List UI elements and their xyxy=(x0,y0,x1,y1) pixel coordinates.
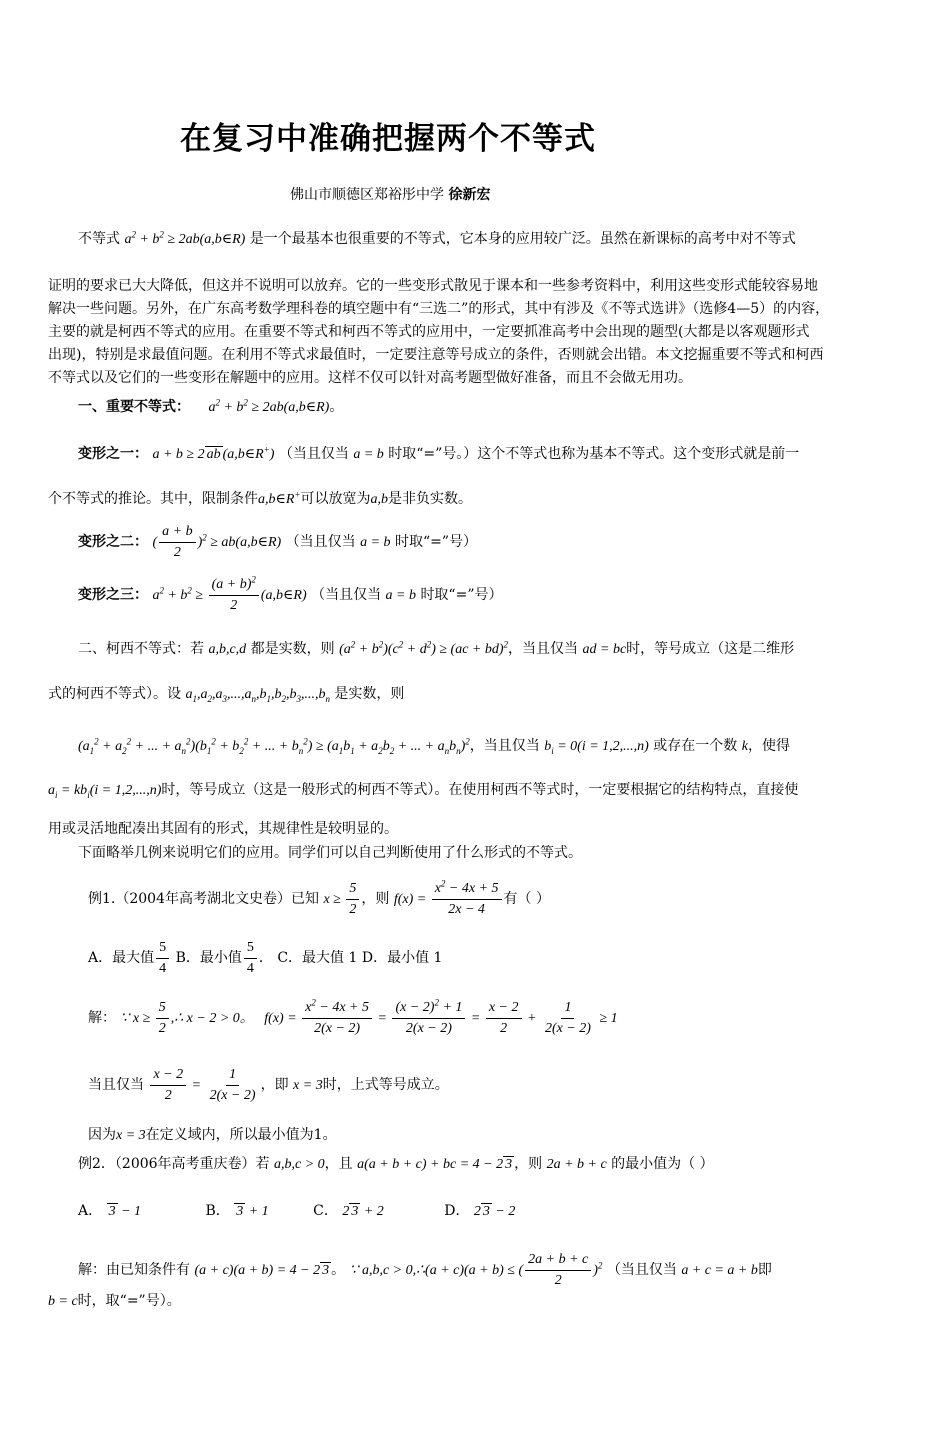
cauchy-line-2: 式的柯西不等式）。设 $a_1,a_2,a_3,...,a_n,b_1,b_2,b_3,...,b_n$ 是实数，则 xyxy=(48,686,405,704)
intro-line-4: 主要的就是柯西不等式的应用。在重要不等式和柯西不等式的应用中，一定要抓准高考中会出现的题型(大都是以客观题形式 xyxy=(48,324,810,340)
author-school: 佛山市顺德区郑裕彤中学 xyxy=(290,187,444,203)
formula-important-inequality: $a^2 + b^2$ ≥ 2ab(a,b∈R) xyxy=(208,397,330,415)
variant-1-line-2: 个不等式的推论。其中，限制条件a,b∈R+可以放宽为a,b是非负实数。 xyxy=(48,489,472,507)
intro-line-3: 解决一些问题。另外，在广东高考数学理科卷的填空题中有“三选二”的形式，其中有涉及《不等式选讲》（选修4—5）的内容， xyxy=(48,301,830,317)
formula-example-1-solution: ∵ x ≥ $\frac{5}{2}$ ,∴ x − 2 > 0。 f(x) = $\frac{x^2 - 4x + 5}{2(x - 2)}$ = $\frac{(x - 2)^2 + 1}{2(x - 2)}$ = $\frac{x - 2}{2}$ + $\frac{1}{2(x - 2)}$ ≥ 1 xyxy=(120,997,618,1037)
formula-cauchy-general: ($a_1^2 + a_2^2$ + ... + $a_n^2)(b_1^2 + b_2^2$ + ... + $b_n^2) \ge (a_1b_1 + a_2b_2$ + ... + $a_nb_n)^2$ xyxy=(78,736,470,756)
cauchy-line-5: 用或灵活地配凑出其固有的形式，其规律性是较明显的。 xyxy=(48,821,398,837)
example-2-statement: 例2．（2006年高考重庆卷）若 a,b,c > 0，且 a(a + b + c) + bc = 4 − 2 3 ，则 2a + b + c 的最小值为（ ） xyxy=(78,1156,714,1172)
cauchy-line-4: $a_i = kb_i(i = 1,2,...,n)$时，等号成立（这是一般形式的柯西不等式）。在使用柯西不等式时，一定要根据它的结构特点，直接使 xyxy=(48,782,799,800)
intro-line-1: 不等式 $a^2 + b^2$ ≥ 2ab(a,b∈R) 是一个最基本也很重要的不等式，它本身的应用较广泛。虽然在新课标的高考中对不等式 xyxy=(78,229,796,247)
formula-example-2-solution: ∵ a,b,c > 0,∴(a + c)(a + b) ≤ ( $\frac{2a + b + c}{2}$ )$^2$ xyxy=(349,1252,603,1289)
example-2-solution-line-1: 解：由已知条件有 (a + c)(a + b) = 4 − 2 3 。 ∵ a,b,c > 0,∴(a + c)(a + b) ≤ ( $\frac{2a + b + c}{2}$ )$^2$ （当且仅当 a + c = a + b即 xyxy=(78,1252,772,1289)
formula-variant-2: ( $\frac{a + b}{2}$ )$^2$ ≥ ab(a,b∈R) xyxy=(152,524,282,561)
formula-variant-3: $a^2 + b^2$ ≥ $\frac{(a + b)^2}{2}$ (a,b∈R) xyxy=(152,574,307,614)
example-1-options: A．最大值 $\frac{5}{4}$ B．最小值 $\frac{5}{4}$ ． C．最大值 1 D．最小值 1 xyxy=(88,939,443,976)
cauchy-line-6: 下面略举几例来说明它们的应用。同学们可以自己判断使用了什么形式的不等式。 xyxy=(78,845,582,861)
formula-basic-inequality: $a^2 + b^2$ ≥ 2ab(a,b∈R) xyxy=(124,229,246,247)
variant-1-line-1: 变形之一： a + b ≥ 2 ab (a,b∈R+) （当且仅当 a = b 时取“=”号。）这个不等式也称为基本不等式。这个变形式就是前一 xyxy=(78,444,800,462)
author-name: 徐新宏 xyxy=(448,187,491,203)
intro-line-2: 证明的要求已大大降低，但这并不说明可以放弃。它的一些变形式散见于课本和一些参考资料中，利用这些变形式能较容易地 xyxy=(48,278,818,294)
intro-line-5: 出现)，特别是求最值问题。在利用不等式求最值时，一定要注意等号成立的条件，否则就会出错。本文挖掘重要不等式和柯西 xyxy=(48,347,824,363)
page-title: 在复习中准确把握两个不等式 xyxy=(180,121,596,157)
example-1-equality: 当且仅当 $\frac{x - 2}{2}$ = $\frac{1}{2(x - 2)}$ ，即 x = 3时，上式等号成立。 xyxy=(88,1067,449,1104)
formula-example-2-condition: a(a + b + c) + bc = 4 − 2 3 xyxy=(357,1157,513,1172)
example-1-conclusion: 因为x = 3在定义域内，所以最小值为1。 xyxy=(88,1127,337,1143)
intro-line-6: 不等式以及它们的一些变形在解题中的应用。这样不仅可以针对高考题型做好准备，而且不会做无用功。 xyxy=(48,370,692,386)
cauchy-line-3: ($a_1^2 + a_2^2$ + ... + $a_n^2)(b_1^2 + b_2^2$ + ... + $b_n^2) \ge (a_1b_1 + a_2b_2$ + ... + $a_nb_n)^2$，当且仅当 $b_i = 0(i = 1,2,...,n)$ 或存在一个数 k，使得 xyxy=(78,736,790,756)
example-1-statement: 例1.（2004年高考湖北文史卷）已知 x ≥ $\frac{5}{2}$ ，则 f(x) = $\frac{x^2 - 4x + 5}{2x - 4}$ 有（ ） xyxy=(88,878,550,918)
section-1-heading: 一、重要不等式： $a^2 + b^2$ ≥ 2ab(a,b∈R)。 xyxy=(78,397,344,415)
variant-3-line: 变形之三： $a^2 + b^2$ ≥ $\frac{(a + b)^2}{2}$ (a,b∈R) （当且仅当 a = b 时取“=”号） xyxy=(78,574,503,614)
cauchy-line-1: 二、柯西不等式：若 a,b,c,d 都是实数，则 $(a^2 + b^2)(c^2 + d^2) \ge (ac + bd)^2$，当且仅当 ad = bc时，等号成立（这是二维形 xyxy=(78,639,795,657)
formula-cauchy-2d: $(a^2 + b^2)(c^2 + d^2) \ge (ac + bd)^2$ xyxy=(339,639,509,657)
example-1-solution: 解： ∵ x ≥ $\frac{5}{2}$ ,∴ x − 2 > 0。 f(x) = $\frac{x^2 - 4x + 5}{2(x - 2)}$ = $\frac{(x - 2)^2 + 1}{2(x - 2)}$ = $\frac{x - 2}{2}$ + $\frac{1}{2(x - 2)}$ ≥ 1 xyxy=(88,997,618,1037)
formula-example-1-function: f(x) = $\frac{x^2 - 4x + 5}{2x - 4}$ xyxy=(394,892,504,907)
example-2-options: A． 3 − 1 B． 3 + 1 C． 2 3 + 2 D． 2 3 − 2 xyxy=(78,1203,516,1219)
example-2-solution-line-2: b = c时，取“=”号）。 xyxy=(48,1293,181,1309)
formula-variant-1: a + b ≥ 2 ab (a,b∈R+) xyxy=(152,444,275,462)
author-line xyxy=(290,184,490,204)
variant-2-line: 变形之二： ( $\frac{a + b}{2}$ )$^2$ ≥ ab(a,b∈R) （当且仅当 a = b 时取“=”号） xyxy=(78,524,478,561)
